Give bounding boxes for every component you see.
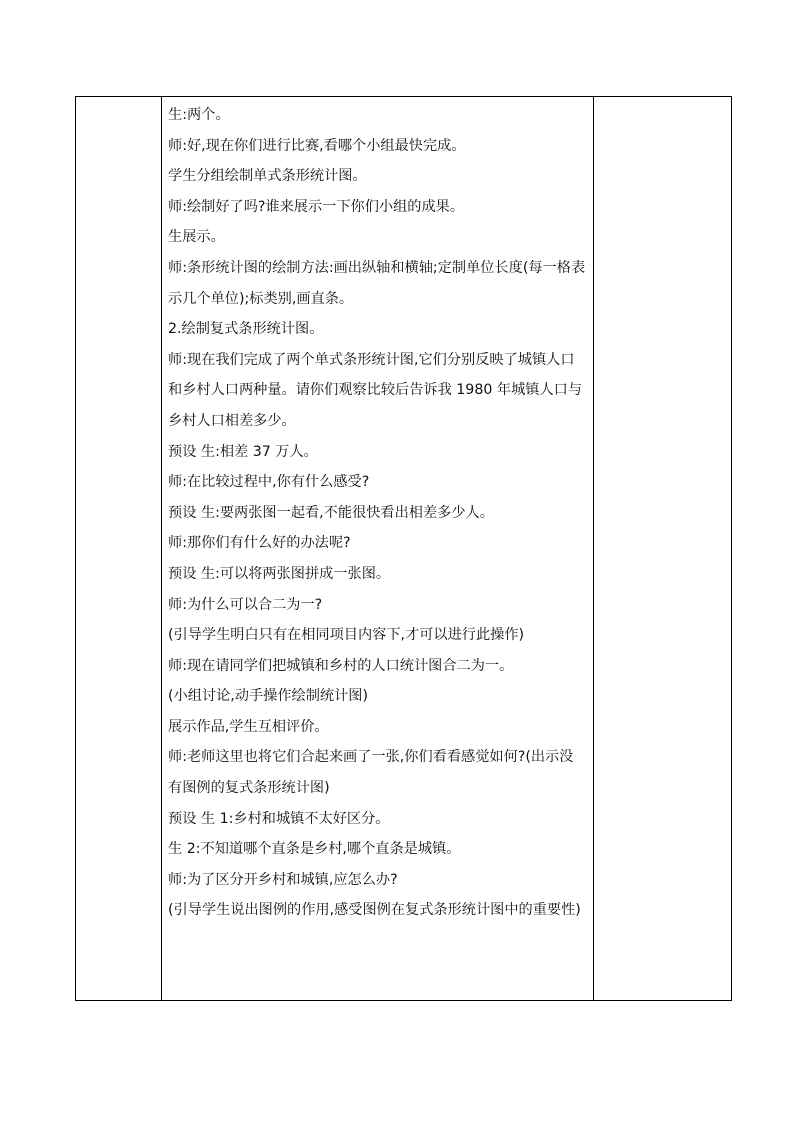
paragraph: 展示作品,学生互相评价。: [168, 718, 329, 735]
paragraph: 生:两个。: [168, 107, 230, 123]
paragraph: 预设 生:要两张图一起看,不能很快看出相差多少人。: [168, 504, 494, 521]
paragraph: 预设 生:可以将两张图拼成一张图。: [168, 565, 391, 582]
paragraph: 2.绘制复式条形统计图。: [168, 321, 324, 338]
paragraph: 预设 生 1:乡村和城镇不太好区分。: [168, 810, 390, 827]
paragraph: (引导学生明白只有在相同项目内容下,才可以进行此操作): [168, 627, 525, 644]
paragraph: 师:那你们有什么好的办法呢?: [168, 535, 351, 552]
paragraph: 学生分组绘制单式条形统计图。: [168, 168, 367, 185]
paragraph: 师:绘制好了吗?谁来展示一下你们小组的成果。: [168, 198, 465, 215]
left-column-cell: [76, 97, 162, 1001]
lesson-plan-table: [75, 96, 732, 1001]
paragraph: 生展示。: [168, 229, 225, 246]
paragraph: (引导学生说出图例的作用,感受图例在复式条形统计图中的重要性): [168, 902, 581, 919]
paragraph: 师:好,现在你们进行比赛,看哪个小组最快完成。: [168, 137, 466, 154]
paragraph: 师:为什么可以合二为一?: [168, 596, 323, 613]
paragraph: 预设 生:相差 37 万人。: [168, 443, 318, 460]
teaching-process-cell: [162, 97, 594, 1001]
paragraph: 师:条形统计图的绘制方法:画出纵轴和横轴;定制单位长度(每一格表示几个单位);标类别,画直条。: [168, 259, 586, 307]
paragraph: 师:现在我们完成了两个单式条形统计图,它们分别反映了城镇人口和乡村人口两种量。请你们观察比较后告诉我 1980 年城镇人口与乡村人口相差多少。: [168, 351, 583, 429]
table-row: [76, 97, 732, 1001]
paragraph: 师:在比较过程中,你有什么感受?: [168, 474, 370, 491]
paragraph: 师:现在请同学们把城镇和乡村的人口统计图合二为一。: [168, 657, 514, 674]
right-column-cell: [594, 97, 732, 1001]
paragraph: (小组讨论,动手操作绘制统计图): [168, 688, 369, 705]
paragraph: 师:老师这里也将它们合起来画了一张,你们看看感觉如何?(出示没有图例的复式条形统计图): [168, 749, 574, 797]
paragraph: 生 2:不知道哪个直条是乡村,哪个直条是城镇。: [168, 841, 461, 858]
paragraph: 师:为了区分开乡村和城镇,应怎么办?: [168, 871, 398, 888]
